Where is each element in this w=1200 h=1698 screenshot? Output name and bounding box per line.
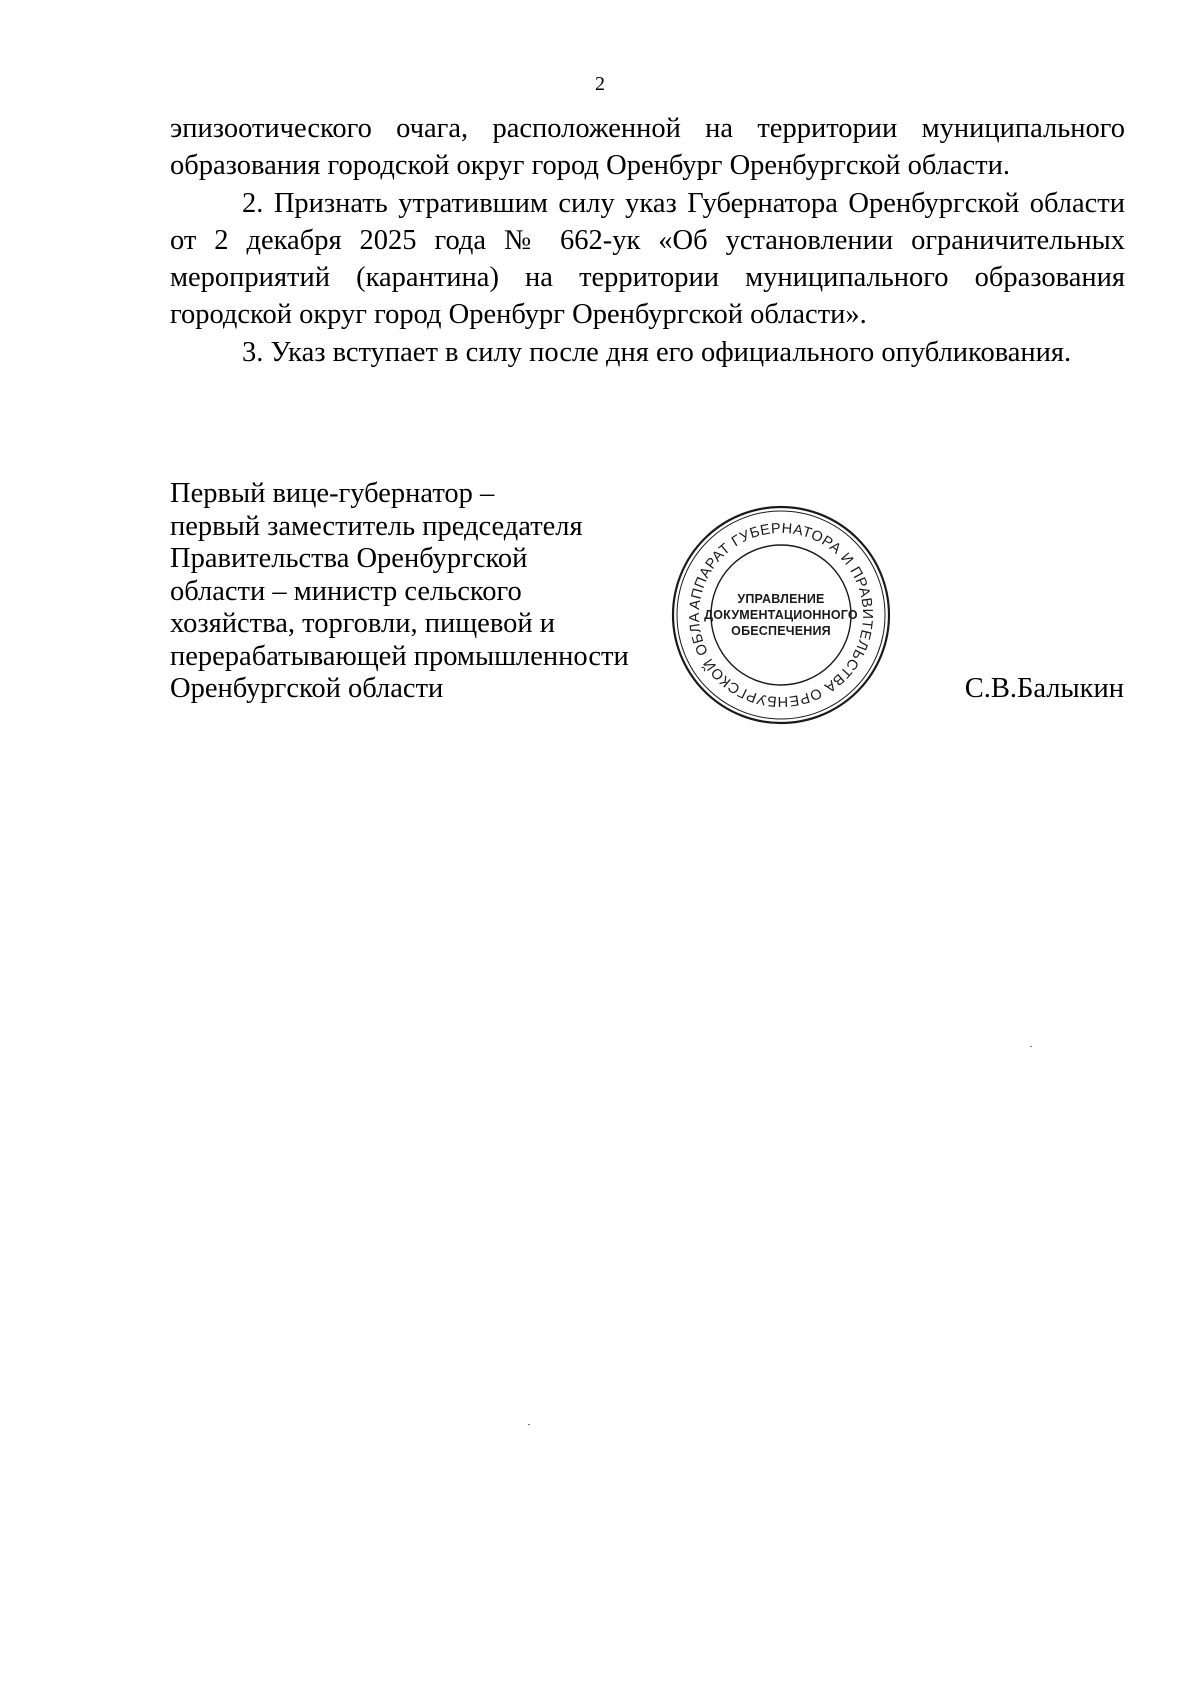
signatory-title-line: Первый вице-губернатор – xyxy=(170,478,495,509)
signatory-title-line: Оренбургской области xyxy=(170,673,444,704)
stamp-center-text xyxy=(666,500,896,730)
signatory-title-line: первый заместитель председателя xyxy=(170,510,583,542)
signatory-title xyxy=(170,478,690,706)
signatory-title-line: области – министр сельского xyxy=(170,575,522,607)
scan-speck xyxy=(1030,1046,1032,1047)
signatory-title-line: перерабатывающей промышленности xyxy=(170,640,629,672)
stamp-ring-textpath: АППАРАТ ГУБЕРНАТОРА И ПРАВИТЕЛЬСТВА ОРЕНБУРГСКОЙ ОБЛА xyxy=(686,520,876,710)
paragraph-continuation: эпизоотического очага, расположенной на территории муниципального образования городской округ город Оренбург Оренбургской области. xyxy=(170,113,1125,182)
signatory-title-line: хозяйства, торговли, пищевой и xyxy=(170,608,555,639)
paragraph-item-3: 3. Указ вступает в силу после дня его официального опубликования. xyxy=(242,336,1072,368)
signer-name: С.В.Балыкин xyxy=(964,673,1124,704)
page-number: 2 xyxy=(595,73,605,95)
stamp-center-line: ДОКУМЕНТАЦИОННОГО xyxy=(704,608,858,622)
signatory-title-line: Правительства Оренбургской xyxy=(170,543,528,574)
stamp-center-line: ОБЕСПЕЧЕНИЯ xyxy=(731,624,831,638)
paragraph-item-2: 2. Признать утратившим силу указ Губернатора Оренбургской области от 2 декабря 2025 года № 662-ук «Об установлении ограничительных мероприятий (карантина) на территории муниципального образования городской округ город Оренбург Оренбургской области». xyxy=(170,187,1125,331)
official-stamp xyxy=(666,500,896,730)
document-body xyxy=(170,110,1125,371)
stamp-center-line: УПРАВЛЕНИЕ xyxy=(737,592,825,606)
scan-speck xyxy=(528,1424,530,1425)
